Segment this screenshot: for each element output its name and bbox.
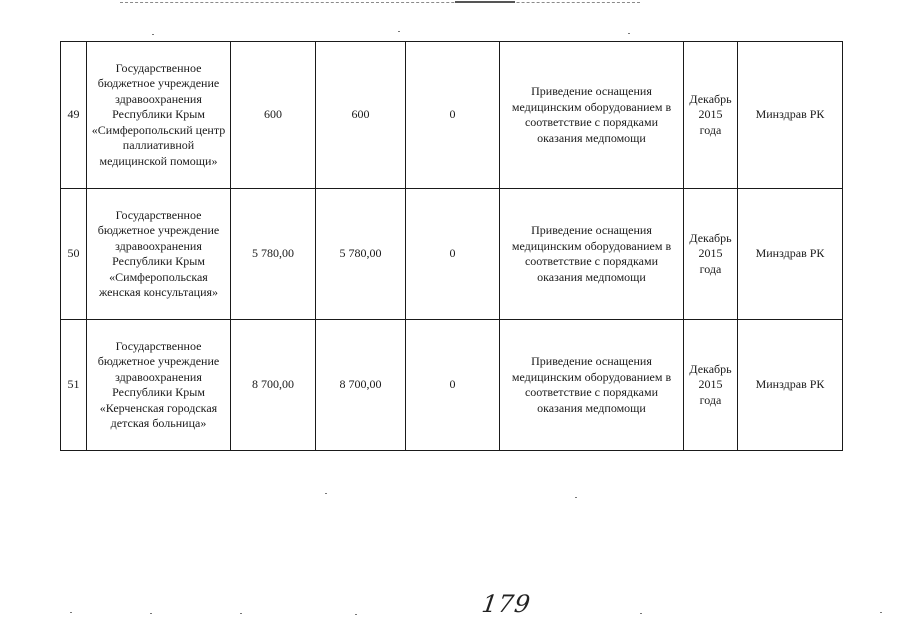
scan-speck — [640, 613, 642, 614]
purpose-cell: Приведение оснащения медицинским оборудованием в соответствие с порядками оказания медпомощи — [500, 320, 684, 451]
executor-cell: Минздрав РК — [738, 320, 843, 451]
scan-speck — [150, 613, 152, 614]
scan-speck — [240, 613, 242, 614]
amount-total-cell: 5 780,00 — [231, 189, 316, 320]
scan-speck — [70, 612, 72, 613]
row-number: 50 — [61, 189, 87, 320]
amount-total-cell: 600 — [231, 42, 316, 189]
amount-other-cell: 0 — [406, 320, 500, 451]
purpose-cell: Приведение оснащения медицинским оборудованием в соответствие с порядками оказания медпомощи — [500, 189, 684, 320]
executor-cell: Минздрав РК — [738, 42, 843, 189]
table-row — [61, 320, 843, 451]
amount-other-cell: 0 — [406, 189, 500, 320]
top-edge-mark — [455, 1, 515, 3]
organization-cell: Государственное бюджетное учреждение здравоохранения Республики Крым «Симферопольская женская консультация» — [87, 189, 231, 320]
row-number: 49 — [61, 42, 87, 189]
executor-cell: Минздрав РК — [738, 189, 843, 320]
amount-other-cell: 0 — [406, 42, 500, 189]
top-edge-rule — [120, 2, 640, 3]
table-row — [61, 42, 843, 189]
amount-budget-cell: 600 — [316, 42, 406, 189]
deadline-cell: Декабрь 2015 года — [684, 320, 738, 451]
scan-speck — [325, 493, 327, 494]
deadline-cell: Декабрь 2015 года — [684, 42, 738, 189]
measures-table — [60, 41, 843, 451]
row-number: 51 — [61, 320, 87, 451]
purpose-cell: Приведение оснащения медицинским оборудованием в соответствие с порядками оказания медпомощи — [500, 42, 684, 189]
scan-speck — [575, 497, 577, 498]
scan-speck — [880, 612, 882, 613]
amount-budget-cell: 8 700,00 — [316, 320, 406, 451]
scan-speck — [398, 31, 400, 32]
page-number: 179 — [480, 590, 533, 618]
scan-speck — [152, 34, 154, 35]
amount-budget-cell: 5 780,00 — [316, 189, 406, 320]
organization-cell: Государственное бюджетное учреждение здравоохранения Республики Крым «Симферопольский центр паллиативной медицинской помощи» — [87, 42, 231, 189]
deadline-cell: Декабрь 2015 года — [684, 189, 738, 320]
table-row — [61, 189, 843, 320]
scan-speck — [628, 33, 630, 34]
scan-speck — [355, 614, 357, 615]
amount-total-cell: 8 700,00 — [231, 320, 316, 451]
organization-cell: Государственное бюджетное учреждение здравоохранения Республики Крым «Керченская городская детская больница» — [87, 320, 231, 451]
